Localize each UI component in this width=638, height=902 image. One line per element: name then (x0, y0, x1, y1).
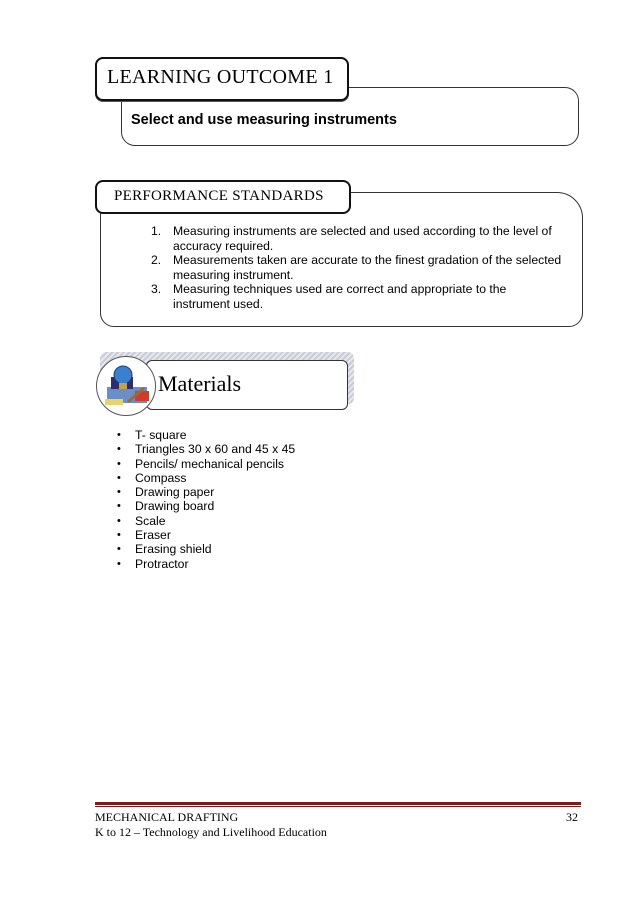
list-item-text: Pencils/ mechanical pencils (135, 456, 285, 471)
list-item (117, 457, 295, 471)
list-item-text: T- square (135, 428, 187, 442)
materials-header (146, 360, 348, 410)
bullet-icon: • (117, 543, 121, 556)
learning-outcome-description: Select and use measuring instruments (131, 112, 397, 128)
list-item-text: Measurements taken are accurate to the finest gradation of the selected measuring instrument. (173, 253, 562, 282)
bullet-icon: • (117, 429, 121, 441)
footer-rule (95, 802, 581, 805)
list-item (117, 428, 295, 442)
list-item (151, 282, 566, 311)
list-item-text: Measuring instruments are selected and used according to the level of accuracy required. (173, 224, 552, 253)
list-item-text: Drawing board (135, 499, 215, 514)
list-item-number: 3. (151, 282, 162, 296)
performance-standards-list (151, 224, 566, 311)
list-item-number: 2. (151, 253, 162, 267)
bullet-icon: • (117, 500, 121, 513)
list-item (117, 557, 295, 571)
bullet-icon: • (117, 471, 121, 484)
list-item (151, 224, 566, 253)
materials-clipart-icon (96, 356, 156, 416)
performance-standards-tab (95, 180, 351, 214)
footer-rule-thin (95, 806, 581, 807)
bullet-icon: • (117, 486, 121, 499)
learning-outcome-title: LEARNING OUTCOME 1 (107, 66, 334, 88)
bullet-icon: • (117, 529, 121, 542)
bullet-icon: • (117, 443, 121, 456)
list-item-text: Protractor (135, 556, 189, 571)
list-item (117, 542, 295, 556)
performance-standards-title: PERFORMANCE STANDARDS (114, 188, 324, 204)
page-number: 32 (566, 810, 578, 824)
list-item (117, 471, 295, 485)
list-item-text: Drawing paper (135, 485, 215, 500)
list-item-text: Compass (135, 470, 187, 485)
list-item-text: Scale (135, 513, 166, 528)
list-item (117, 485, 295, 499)
list-item (117, 528, 295, 542)
list-item (117, 499, 295, 513)
list-item-number: 1. (151, 224, 162, 238)
bullet-icon: • (117, 514, 121, 527)
list-item-text: Erasing shield (135, 542, 212, 557)
bullet-icon: • (117, 457, 121, 470)
list-item-text: Triangles 30 x 60 and 45 x 45 (135, 442, 296, 457)
list-item-text: Measuring techniques used are correct and appropriate to the instrument used. (173, 282, 507, 311)
bullet-icon: • (117, 557, 121, 570)
footer-subject: MECHANICAL DRAFTING (95, 810, 239, 824)
footer-program: K to 12 – Technology and Livelihood Education (95, 825, 327, 839)
list-item-text: Eraser (135, 528, 171, 543)
materials-title: Materials (158, 371, 242, 396)
materials-list (117, 428, 295, 571)
learning-outcome-tab (95, 57, 349, 101)
list-item (117, 514, 295, 528)
list-item (151, 253, 566, 282)
list-item (117, 442, 295, 456)
